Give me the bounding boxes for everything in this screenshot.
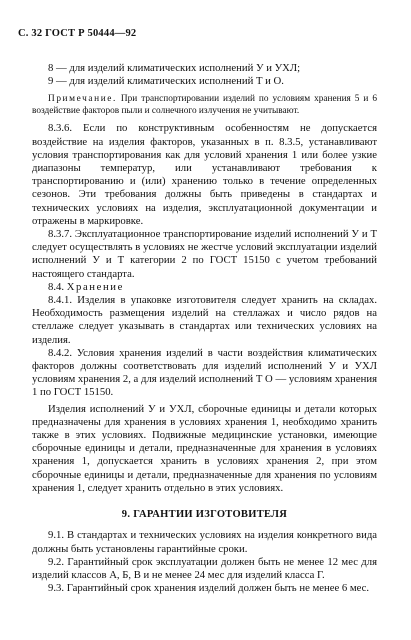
paragraph-9-3: 9.3. Гарантийный срок хранения изделий должен быть не менее 6 мес. bbox=[48, 582, 370, 595]
subsection-8-4-heading bbox=[32, 281, 377, 294]
paragraph-8-3-7: 8.3.7. Эксплуатационное транспортирование изделий исполнений У и Т следует осуществлять в условиях не жестче условий эксплуатации изделий исполнений У и Т категории 2 по ГОСТ 15150 с учетом требований настоящего стандарта. bbox=[32, 228, 377, 280]
paragraph-8-3-6: 8.3.6. Если по конструктивным особенностям не допускается воздействие на изделия факторов, указанных в п. 8.3.5, устанавливают условия транспортирования как для условий хранения 1 или более узкие диапазоны температур, или устанавливают требования к транспортированию и (или) хранению только в течение определенных сезонов. Эти требования должны быть приведены в стандартах и технических условиях на изделия, эксплуатационной документации и отражены в маркировке. bbox=[32, 122, 377, 227]
list-item: 8 — для изделий климатических исполнений У и УХЛ; bbox=[48, 62, 301, 74]
note bbox=[32, 94, 377, 117]
paragraph-8-4-1: 8.4.1. Изделия в упаковке изготовителя следует хранить на складах. Необходимость размещения изделий на стеллажах и число рядов на стеллаже следует указывать в стандартах или технических условиях на изделия. bbox=[32, 294, 377, 346]
page-content bbox=[32, 62, 377, 595]
paragraph-8-4-2: 8.4.2. Условия хранения изделий в части воздействия климатических факторов должны соответствовать для изделий исполнений У и УХЛ условиям хранения 2, а для изделий исполнений Т О — условиям хранения 1 по ГОСТ 15150. bbox=[32, 346, 377, 399]
note-label: Примечание. bbox=[48, 94, 117, 105]
paragraph-9-2: 9.2. Гарантийный срок эксплуатации должен быть не менее 12 мес для изделий классов А, Б, В и не менее 24 мес для изделий класса Г. bbox=[32, 555, 377, 581]
page-header: С. 32 ГОСТ Р 50444—92 bbox=[18, 28, 137, 39]
paragraph-8-4-2-cont: Изделия исполнений У и УХЛ, сборочные единицы и детали которых предназначены для хранения в условиях хранения 1, необходимо хранить также в этих условиях. Подвижные медицинские установки, имеющие сборочные единицы и детали, предназначенные для хранения в условиях хранения 1, допускается хранить в условиях хранения 2, при этом сборочные единицы и детали, предназначенные для хранения по условиям хранения 1, следует хранить отдельно в этих условиях. bbox=[32, 402, 377, 494]
paragraph-9-1: 9.1. В стандартах и технических условиях на изделия конкретного вида должны быть установлены гарантийные сроки. bbox=[32, 529, 377, 555]
section-9-heading: 9. ГАРАНТИИ ИЗГОТОВИТЕЛЯ bbox=[121, 509, 288, 521]
note-text: При транспортировании изделий по условиям хранения 5 и 6 воздействие факторов пыли и солнечного излучения не учитывают. bbox=[32, 94, 377, 116]
subsection-number: 8.4. bbox=[48, 280, 67, 293]
list-item: 9 — для изделий климатических исполнений Т и О. bbox=[48, 75, 284, 88]
subsection-title: Хранение bbox=[66, 280, 124, 293]
